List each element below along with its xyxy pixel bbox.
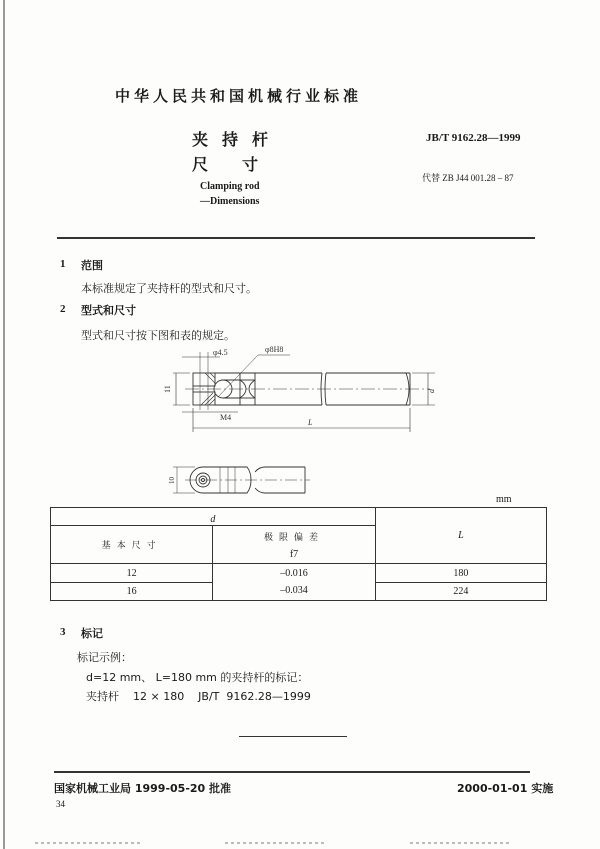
section-2-number: 2 bbox=[60, 303, 66, 315]
header-deviation: 极限偏差 bbox=[264, 532, 325, 543]
deviation-upper: –0.016 bbox=[280, 568, 308, 579]
implementation-date: 2000-01-01 实施 bbox=[457, 782, 554, 795]
section-3-line-1: 标记示例： bbox=[77, 651, 132, 664]
table-unit: mm bbox=[496, 494, 512, 505]
end-mark-divider bbox=[239, 736, 347, 737]
clamping-rod-front-view bbox=[160, 340, 440, 440]
section-3-line-2: d=12 mm、 L=180 mm 的夹持杆的标记： bbox=[86, 671, 309, 684]
section-1-number: 1 bbox=[60, 258, 66, 270]
title-en-line1: Clamping rod bbox=[200, 181, 260, 192]
deviation-cell bbox=[213, 564, 375, 601]
section-3-line-3: 夹持杆 12 × 180 JB/T 9162.28—1999 bbox=[86, 690, 311, 703]
label-thread: M4 bbox=[220, 413, 232, 422]
label-length: L bbox=[308, 418, 313, 427]
section-3-number: 3 bbox=[60, 626, 66, 638]
section-1-title: 范围 bbox=[81, 259, 103, 272]
standard-code: JB/T 9162.28—1999 bbox=[426, 132, 521, 144]
label-diameter: d bbox=[427, 389, 436, 393]
footer-divider bbox=[54, 771, 530, 773]
header-L: L bbox=[375, 508, 546, 564]
header-d: d bbox=[51, 508, 376, 526]
scan-edge bbox=[3, 0, 5, 849]
title-cn-line1: 夹持杆 bbox=[192, 130, 283, 149]
label-height: 11 bbox=[163, 385, 172, 393]
header-basic-size: 基本尺寸 bbox=[51, 526, 213, 564]
label-hole-dia: φ4.5 bbox=[213, 348, 228, 357]
clamping-rod-top-view bbox=[165, 460, 310, 505]
section-2-title: 型式和尺寸 bbox=[81, 304, 136, 317]
header-tolerance: f7 bbox=[289, 548, 299, 560]
label-pin-dia: φ8H8 bbox=[265, 345, 284, 354]
dimension-table bbox=[50, 507, 547, 601]
header-divider bbox=[57, 237, 535, 239]
header-deviation-cell bbox=[213, 526, 375, 564]
row-2-L: 224 bbox=[375, 583, 546, 601]
row-2-d: 16 bbox=[51, 583, 213, 601]
row-1-d: 12 bbox=[51, 564, 213, 583]
scan-artifact bbox=[35, 842, 140, 844]
scan-artifact bbox=[225, 842, 325, 844]
section-1-body: 本标准规定了夹持杆的型式和尺寸。 bbox=[81, 282, 257, 295]
page-number: 34 bbox=[56, 799, 65, 809]
title-cn-line2: 尺寸 bbox=[192, 155, 293, 174]
title-en-line2: —Dimensions bbox=[200, 196, 260, 207]
standard-org: 中华人民共和国机械行业标准 bbox=[115, 87, 363, 105]
label-end-height: 10 bbox=[168, 477, 176, 484]
row-1-L: 180 bbox=[375, 564, 546, 583]
deviation-lower: –0.034 bbox=[280, 585, 308, 596]
scan-artifact bbox=[410, 842, 510, 844]
section-2-body: 型式和尺寸按下图和表的规定。 bbox=[81, 329, 235, 342]
approval-info: 国家机械工业局 1999-05-20 批准 bbox=[54, 782, 232, 795]
section-3-title: 标记 bbox=[81, 627, 103, 640]
replaces-standard: 代替 ZB J44 001.28 – 87 bbox=[422, 173, 514, 183]
